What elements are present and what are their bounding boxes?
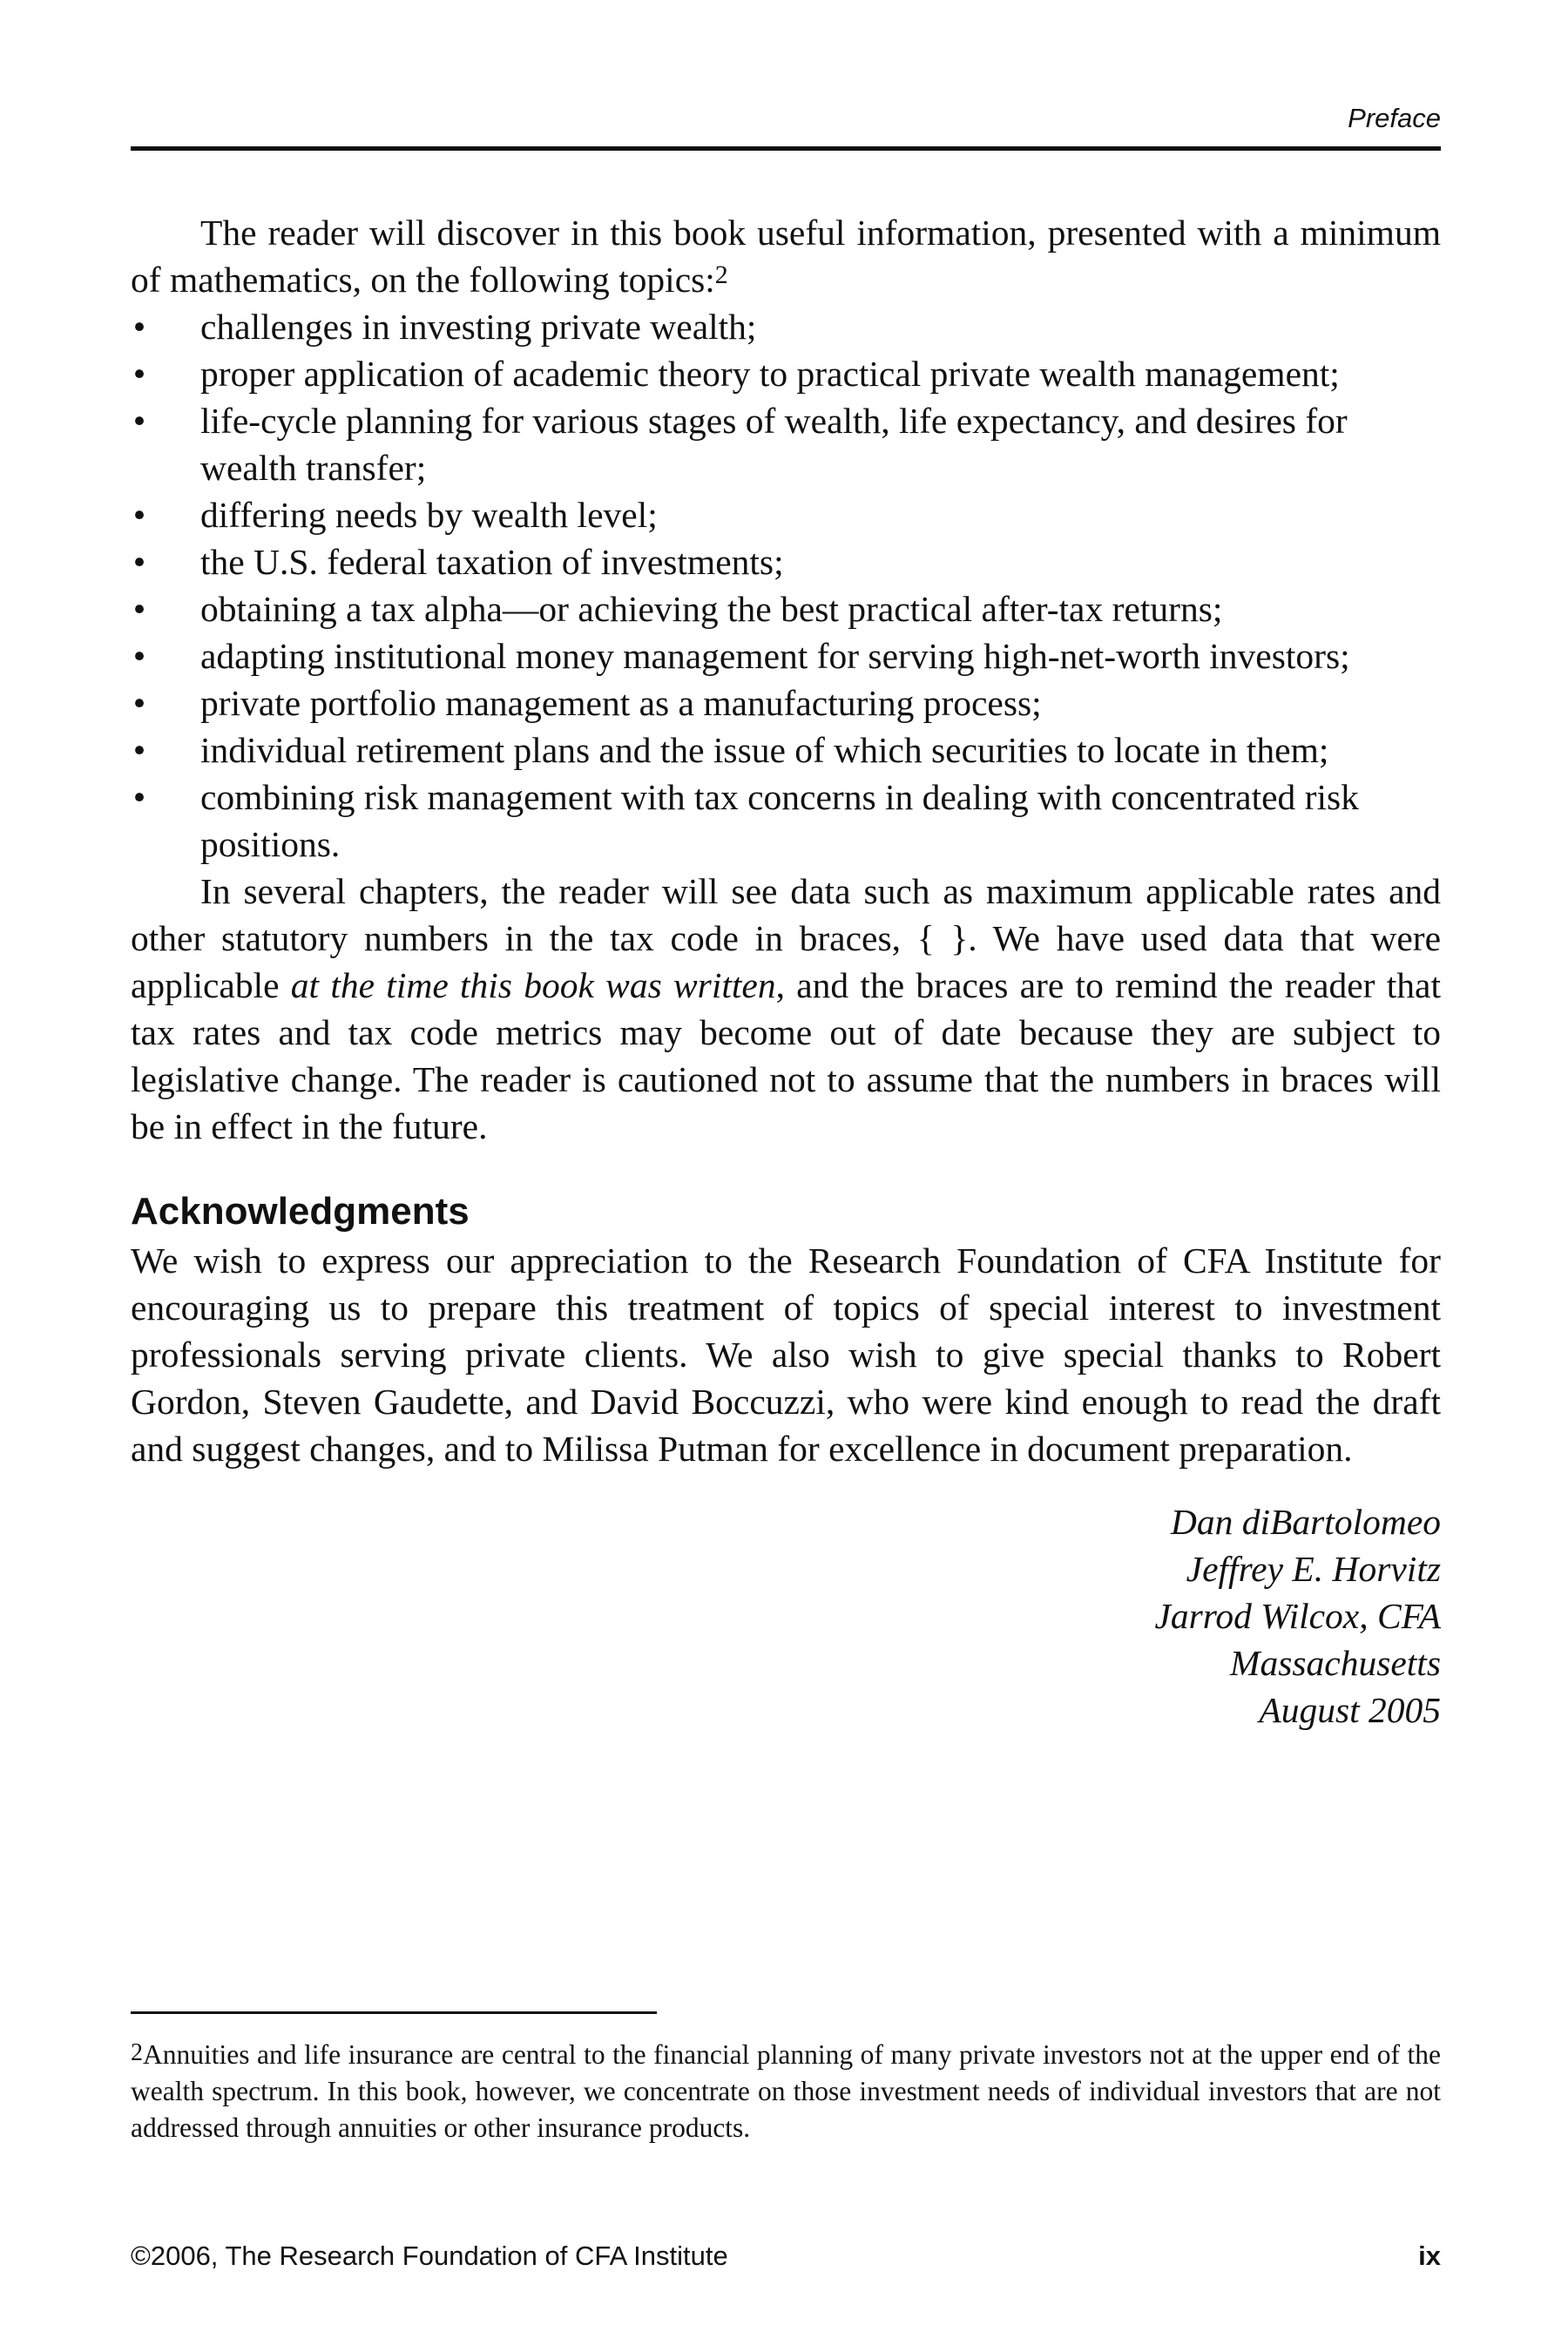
list-item xyxy=(131,585,1441,632)
bullet-icon: • xyxy=(132,636,146,676)
bullet-icon: • xyxy=(132,354,146,394)
list-item-text: the U.S. federal taxation of investments; xyxy=(200,542,784,582)
footnote-text: Annuities and life insurance are central to the financial planning of many private investors not at the upper end of the wealth spectrum. In this book, however, we concentrate on those investment needs of individual investors that are not addressed through annuities or other insurance products. xyxy=(131,2039,1441,2143)
intro-paragraph xyxy=(131,209,1441,303)
braces-text-part1: In several chapters, the reader will see data such as maximum applicable rates and other statutory numbers in the tax code in braces, { }. We have used data that were applicable xyxy=(131,871,1441,1005)
list-item-text: challenges in investing private wealth; xyxy=(200,307,757,347)
signature-block xyxy=(131,1498,1441,1734)
braces-text-part2: , and the braces are to remind the reader that tax rates and tax code metrics may become out of date because they are subject to legislative change. The reader is cautioned not to assume that the numbers in braces will be in effect in the future. xyxy=(131,965,1441,1146)
bullet-icon: • xyxy=(132,495,146,535)
list-item xyxy=(131,632,1441,679)
signature-date: August 2005 xyxy=(1259,1690,1441,1730)
bullet-icon: • xyxy=(132,777,146,817)
signature-location: Massachusetts xyxy=(1229,1643,1441,1683)
running-head: Preface xyxy=(1348,103,1441,133)
copyright-notice: ©2006, The Research Foundation of CFA Institute xyxy=(131,2240,728,2271)
acknowledgments-paragraph: We wish to express our appreciation to the Research Foundation of CFA Institute for encouraging us to prepare this treatment of topics of special interest to investment professionals serving private clients. We also wish to give special thanks to Robert Gordon, Steven Gaudette, and David Boccuzzi, who were kind enough to read the draft and suggest changes, and to Milissa Putman for excellence in document preparation. xyxy=(131,1240,1441,1469)
author-name: Jeffrey E. Horvitz xyxy=(1186,1549,1441,1589)
topics-list xyxy=(131,303,1441,868)
list-item xyxy=(131,397,1441,491)
list-item xyxy=(131,727,1441,774)
list-item xyxy=(131,303,1441,350)
acknowledgments-heading: Acknowledgments xyxy=(131,1190,470,1233)
braces-text-emphasis: at the time this book was written xyxy=(290,965,776,1005)
list-item-text: proper application of academic theory to practical private wealth management; xyxy=(200,354,1340,394)
list-item-text: obtaining a tax alpha—or achieving the best practical after-tax returns; xyxy=(200,589,1223,629)
author-name: Dan diBartolomeo xyxy=(1170,1502,1441,1542)
list-item xyxy=(131,774,1441,868)
page-footer xyxy=(131,2240,1441,2272)
braces-paragraph xyxy=(131,868,1441,1150)
author-name: Jarrod Wilcox, CFA xyxy=(1154,1596,1441,1636)
footnote-mark: 2 xyxy=(131,2039,143,2066)
list-item-text: individual retirement plans and the issue of which securities to locate in them; xyxy=(200,730,1329,770)
list-item xyxy=(131,538,1441,585)
list-item xyxy=(131,491,1441,538)
list-item-text: private portfolio management as a manufacturing process; xyxy=(200,683,1042,723)
list-item-text: differing needs by wealth level; xyxy=(200,495,658,535)
bullet-icon: • xyxy=(132,307,146,347)
bullet-icon: • xyxy=(132,683,146,723)
page-number: ix xyxy=(1418,2240,1441,2271)
bullet-icon: • xyxy=(132,542,146,582)
bullet-icon: • xyxy=(132,730,146,770)
list-item-text: combining risk management with tax concerns in dealing with concentrated risk positions. xyxy=(200,777,1359,864)
list-item-text: life-cycle planning for various stages of wealth, life expectancy, and desires for wealth transfer; xyxy=(200,401,1348,488)
bullet-icon: • xyxy=(132,589,146,629)
page-body xyxy=(131,209,1441,1734)
list-item-text: adapting institutional money management for serving high-net-worth investors; xyxy=(200,636,1350,676)
footnote-reference[interactable]: 2 xyxy=(714,260,728,289)
list-item xyxy=(131,679,1441,727)
intro-text: The reader will discover in this book useful information, presented with a minimum of mathematics, on the following topics: xyxy=(131,213,1441,300)
header-rule xyxy=(131,146,1441,151)
bullet-icon: • xyxy=(132,401,146,441)
footnote xyxy=(131,2035,1441,2146)
list-item xyxy=(131,350,1441,397)
footnote-rule xyxy=(131,2011,657,2014)
